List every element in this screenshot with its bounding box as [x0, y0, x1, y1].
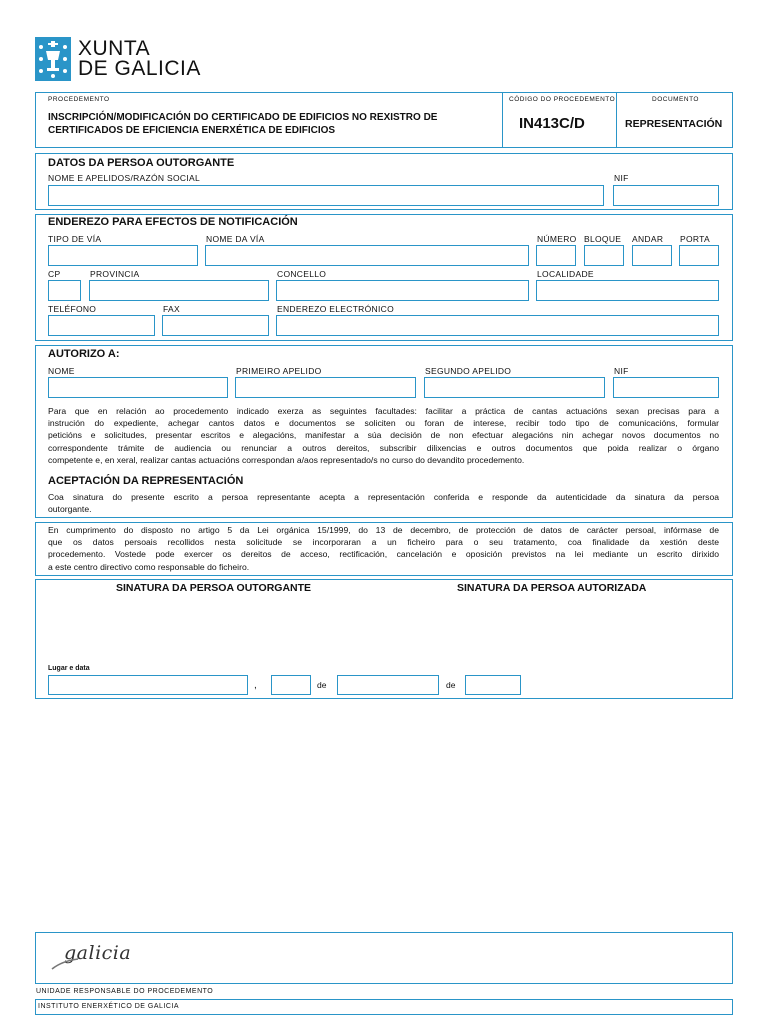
concello-label: CONCELLO	[277, 269, 327, 279]
porta-input[interactable]	[679, 245, 719, 266]
autorizo-primeiro-label: PRIMEIRO APELIDO	[236, 366, 322, 376]
documento-label: DOCUMENTO	[652, 96, 699, 103]
proteccion-text	[48, 524, 719, 573]
aceptacion-text-line: Coa sinatura do presente escrito a persoa representante acepta a representación conferida e responde da autenticidade da sinatura da persoa	[48, 492, 719, 502]
autorizo-text-line: Para que en relación ao procedemento indicado exerza as seguintes facultades: facilitar a práctica de cantas actuacións sexan precisas para a	[48, 406, 719, 416]
footer-logo-box	[35, 932, 733, 984]
de-label-1: de	[317, 680, 327, 690]
fax-input[interactable]	[162, 315, 269, 336]
sinatura-outorgante-label: SINATURA DA PERSOA OUTORGANTE	[116, 582, 312, 594]
lugar-comma: ,	[254, 680, 257, 691]
enderezo-title: ENDEREZO PARA EFECTOS DE NOTIFICACIÓN	[48, 216, 298, 228]
documento-value: REPRESENTACIÓN	[625, 118, 723, 130]
bloque-input[interactable]	[584, 245, 624, 266]
header-divider-1	[502, 92, 503, 148]
localidade-input[interactable]	[536, 280, 719, 301]
autorizo-title: AUTORIZO A:	[48, 348, 120, 360]
codigo-value: IN413C/D	[519, 115, 585, 132]
cp-input[interactable]	[48, 280, 81, 301]
autorizo-text-line: correspondente trámite de audiencia ou renunciar a outros dereitos, subscribir dilixencias e outros documentos que poida realizar o órgano	[48, 442, 719, 453]
autorizo-nif-input[interactable]	[613, 377, 719, 398]
autorizo-text	[48, 405, 719, 466]
procedimento-title-line2: CERTIFICADOS DE EFICIENCIA ENERXÉTICA DE EDIFICIOS	[48, 125, 336, 136]
nome-via-label: NOME DA VÍA	[206, 234, 265, 244]
cp-label: CP	[48, 269, 61, 279]
header-divider-2	[616, 92, 617, 148]
procedimento-label: PROCEDEMENTO	[48, 96, 110, 103]
logo-text-xunta: XUNTA	[78, 37, 151, 60]
unidade-value: INSTITUTO ENERXÉTICO DE GALICIA	[38, 1003, 180, 1010]
autorizo-text-line: peticións e solicitudes, presentar escritos e alegacións, manifestar a súa decisión de non efectuar alegacións nin achegar novos documentos no	[48, 430, 719, 441]
autorizo-primeiro-input[interactable]	[235, 377, 416, 398]
autorizo-text-line: competente e, en xeral, realizar cantas actuacións correspondan a/aos representado/s no curso do devandito procedemento.	[48, 454, 525, 465]
email-input[interactable]	[276, 315, 719, 336]
aceptacion-text	[48, 491, 719, 515]
autorizo-segundo-label: SEGUNDO APELIDO	[425, 366, 512, 376]
tipo-via-input[interactable]	[48, 245, 198, 266]
autorizo-nome-label: NOME	[48, 366, 75, 376]
proteccion-text-line: procedemento. Vostede pode exercer os dereitos de acceso, rectificación, cancelación e oposición previstos na lei mediante un escrito dirixido	[48, 549, 719, 560]
outorgante-nome-input[interactable]	[48, 185, 604, 206]
concello-input[interactable]	[276, 280, 529, 301]
outorgante-title: DATOS DA PERSOA OUTORGANTE	[48, 157, 235, 169]
proteccion-text-line: En cumprimento do disposto no artigo 5 da Lei orgánica 15/1999, do 13 de decembro, de protección de datos de carácter persoal, infórmase de	[48, 525, 719, 535]
ano-input[interactable]	[465, 675, 521, 695]
porta-label: PORTA	[680, 234, 710, 244]
bloque-label: BLOQUE	[584, 234, 622, 244]
email-label: ENDEREZO ELECTRÓNICO	[277, 304, 394, 314]
tipo-via-label: TIPO DE VÍA	[48, 234, 102, 244]
fax-label: FAX	[163, 304, 180, 314]
lugar-data-label: Lugar e data	[48, 665, 90, 672]
unidade-label: UNIDADE RESPONSABLE DO PROCEDEMENTO	[36, 988, 214, 995]
mes-input[interactable]	[337, 675, 439, 695]
autorizo-nif-label: NIF	[614, 366, 629, 376]
sinatura-autorizada-label: SINATURA DA PERSOA AUTORIZADA	[457, 582, 647, 594]
procedimento-title-line1: INSCRIPCIÓN/MODIFICACIÓN DO CERTIFICADO DE EDIFICIOS NO REXISTRO DE	[48, 112, 438, 123]
dia-input[interactable]	[271, 675, 311, 695]
proteccion-text-line: que os datos persoais recollidos nesta solicitude se incorporaran a un ficheiro para o seu tratamento, coa finalidade da xestión deste	[48, 537, 719, 548]
de-label-2: de	[446, 680, 456, 690]
outorgante-nome-label: NOME E APELIDOS/RAZÓN SOCIAL	[48, 173, 200, 183]
provincia-input[interactable]	[89, 280, 269, 301]
galicia-swoosh-icon	[50, 957, 80, 971]
aceptacion-title: ACEPTACIÓN DA REPRESENTACIÓN	[48, 475, 244, 487]
autorizo-segundo-input[interactable]	[424, 377, 605, 398]
aceptacion-text-line: outorgante.	[48, 504, 92, 515]
outorgante-nif-label: NIF	[614, 173, 629, 183]
galicia-footer-logo: galicia	[64, 942, 132, 964]
autorizo-text-line: instrución do expediente, achegar cantos datos e documentos se soliciten ou foran de interese, recibir todo tipo de comunicacións, formular	[48, 418, 719, 429]
andar-input[interactable]	[632, 245, 672, 266]
andar-label: ANDAR	[632, 234, 664, 244]
telefono-input[interactable]	[48, 315, 155, 336]
autorizo-nome-input[interactable]	[48, 377, 228, 398]
telefono-label: TELÉFONO	[48, 304, 97, 314]
outorgante-nif-input[interactable]	[613, 185, 719, 206]
proteccion-text-line: a este centro directivo como responsable do ficheiro.	[48, 561, 250, 572]
codigo-label: CÓDIGO DO PROCEDEMENTO	[509, 96, 616, 103]
numero-input[interactable]	[536, 245, 576, 266]
numero-label: NÚMERO	[537, 234, 577, 244]
logo-text-galicia: DE GALICIA	[78, 57, 201, 80]
nome-via-input[interactable]	[205, 245, 529, 266]
lugar-input[interactable]	[48, 675, 248, 695]
xunta-emblem-icon	[35, 37, 71, 81]
provincia-label: PROVINCIA	[90, 269, 140, 279]
localidade-label: LOCALIDADE	[537, 269, 594, 279]
